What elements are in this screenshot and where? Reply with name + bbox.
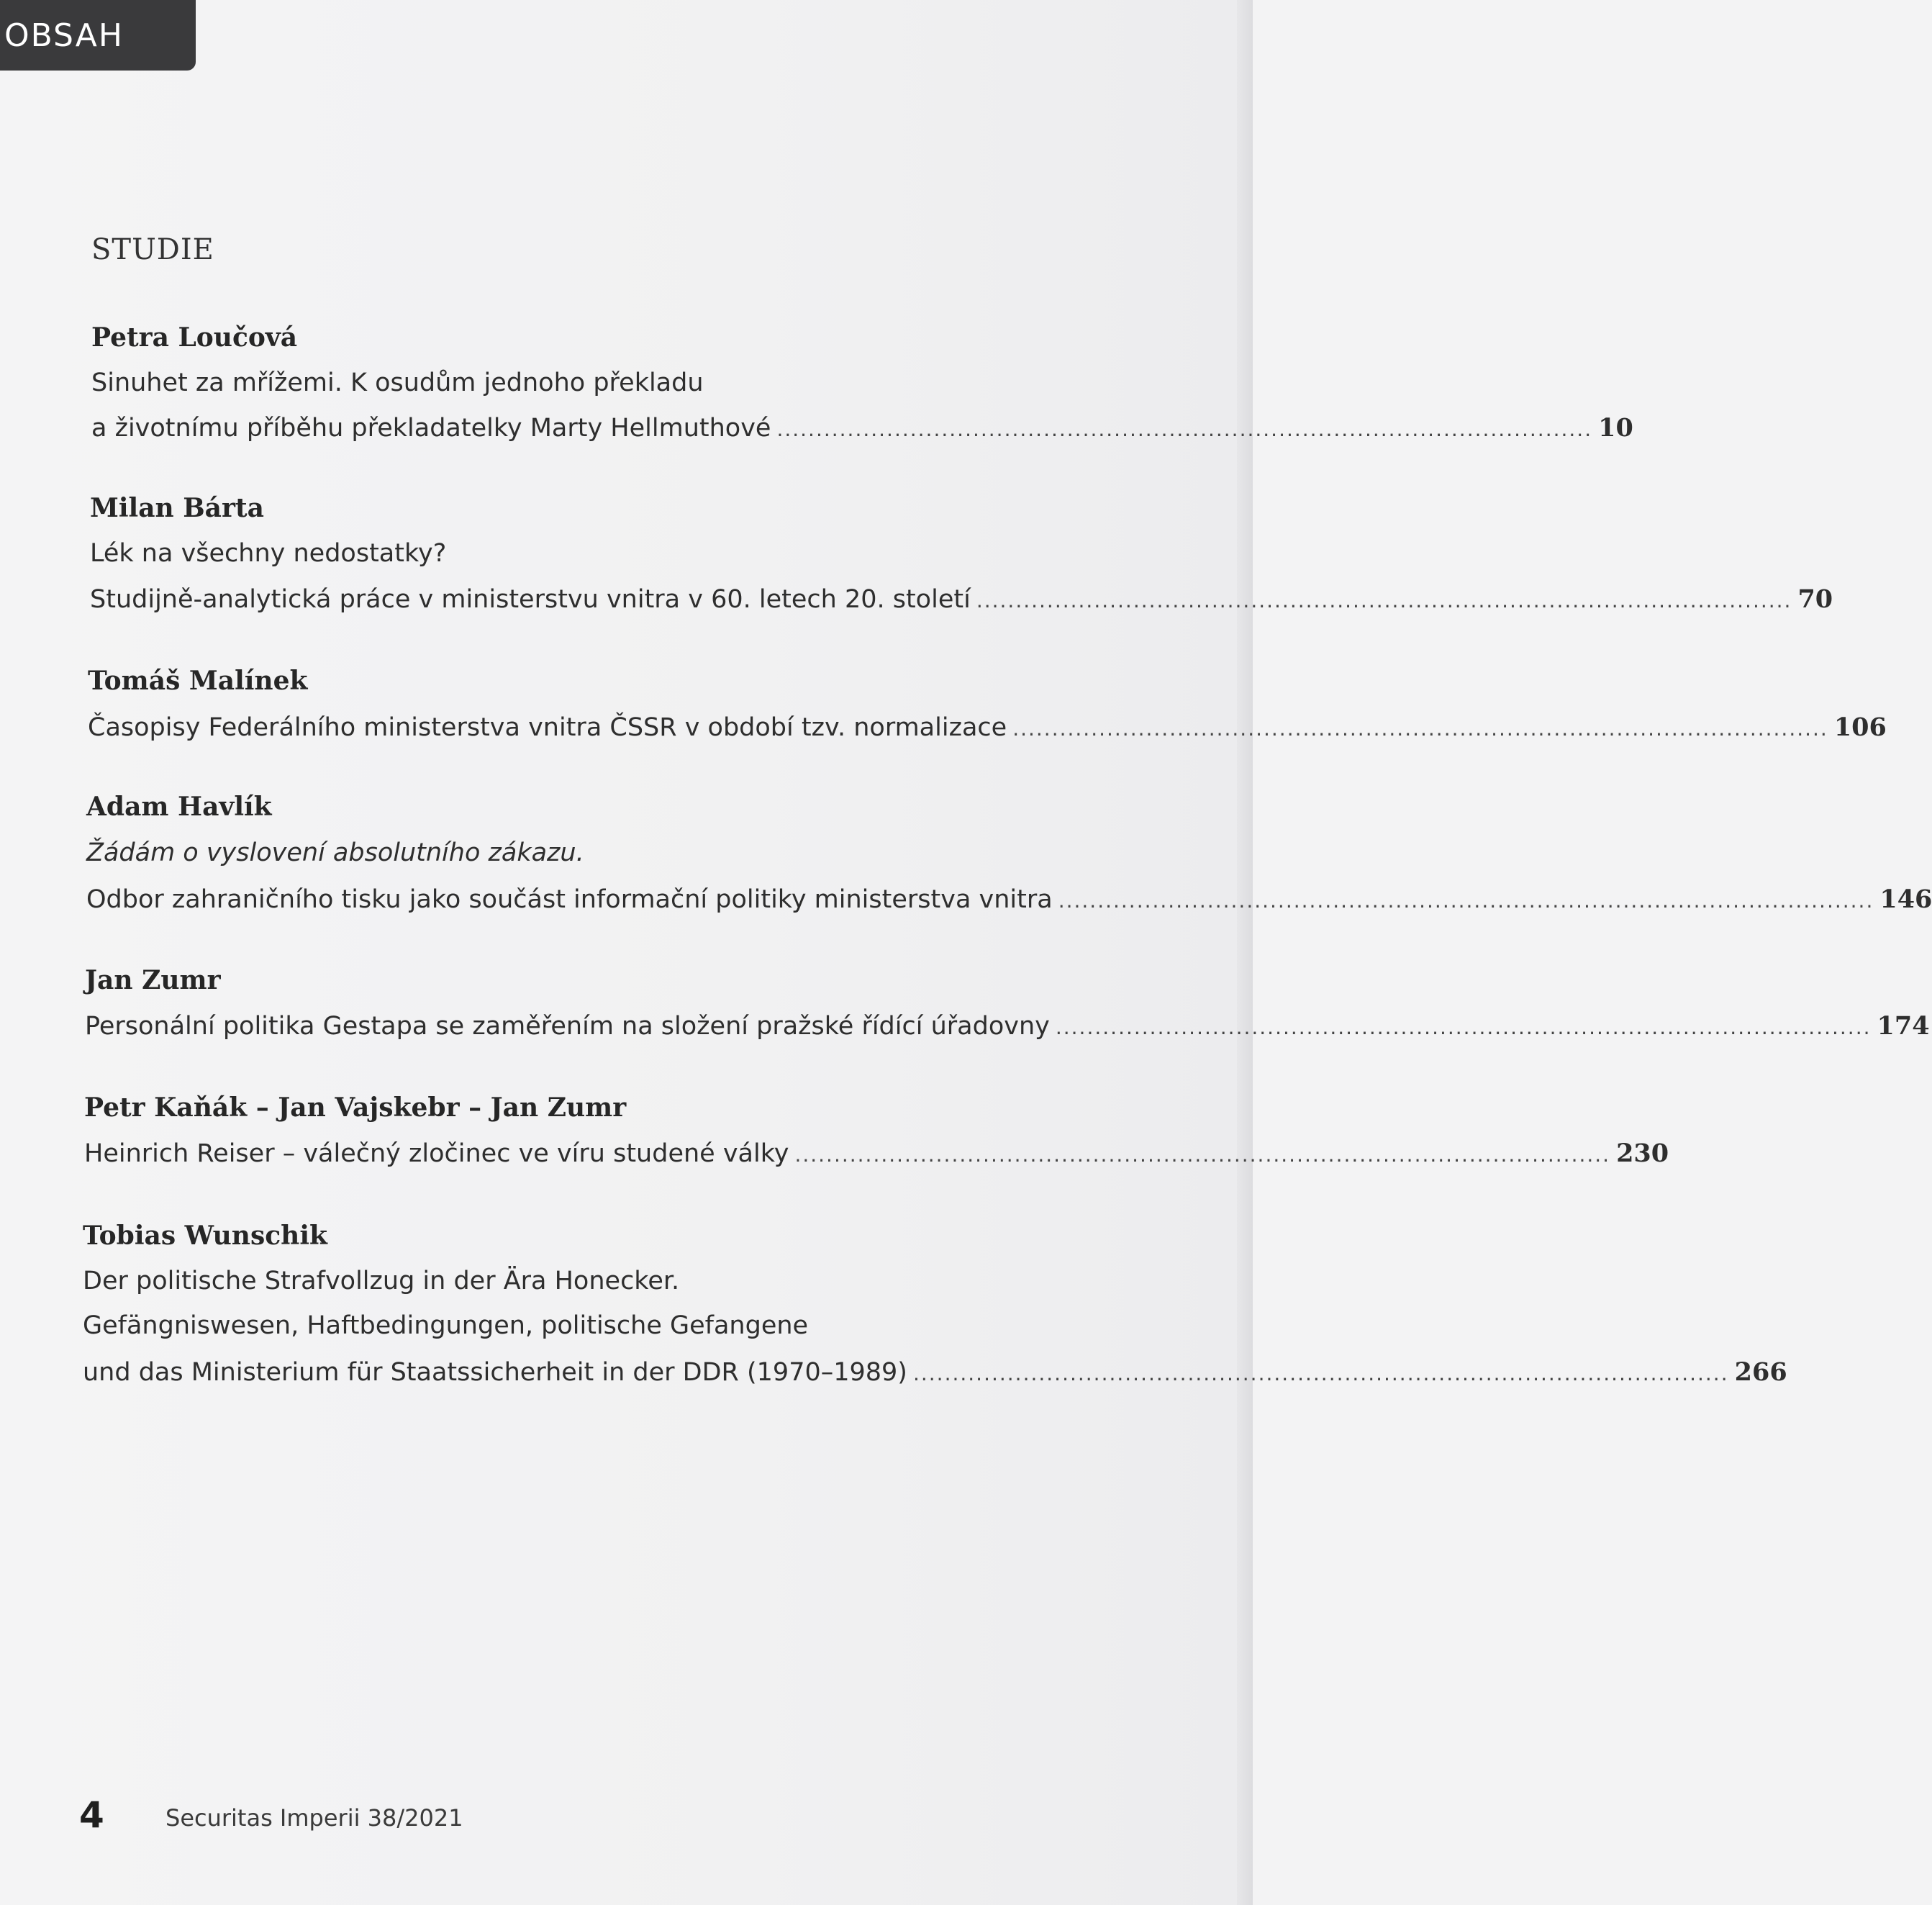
contents-tab-label: OBSAH (4, 17, 124, 54)
leader-dots: ........................................................................................................ (1055, 1015, 1872, 1039)
leader-dots: ........................................................................................................ (776, 417, 1593, 441)
toc-page-number: 106 (1833, 712, 1887, 742)
toc-page-number: 70 (1797, 584, 1833, 614)
toc-title-line: Sinuhet za mřížemi. K osudům jednoho překladu (91, 368, 704, 397)
toc-page-number: 174 (1877, 1011, 1930, 1041)
toc-title-line: und das Ministerium für Staatssicherheit in der DDR (1970–1989) (83, 1358, 907, 1387)
toc-title-line: a životnímu příběhu překladatelky Marty Hellmuthové (91, 414, 771, 443)
toc-author: Jan Zumr (85, 965, 221, 995)
leader-dots: ........................................................................................................ (794, 1143, 1611, 1167)
toc-author: Petra Loučová (91, 322, 298, 353)
page-edge (1237, 0, 1253, 1905)
running-footer-journal: Securitas Imperii 38/2021 (165, 1804, 463, 1832)
contents-tab (0, 0, 196, 71)
toc-author: Adam Havlík (86, 792, 272, 822)
toc-author: Petr Kaňák – Jan Vajskebr – Jan Zumr (84, 1092, 627, 1123)
toc-title-line: Žádám o vyslovení absolutního zákazu. (86, 838, 584, 867)
toc-title-line: Lék na všechny nedostatky? (90, 539, 447, 568)
toc-page-number: 230 (1616, 1139, 1669, 1168)
leader-dots: ........................................................................................................ (1012, 717, 1828, 741)
toc-entry-row[interactable] (86, 884, 1932, 914)
toc-title-line: Der politische Strafvollzug in der Ära Honecker. (83, 1267, 680, 1295)
toc-entry-row[interactable] (90, 584, 1833, 614)
toc-title-line: Odbor zahraničního tisku jako součást informační politiky ministerstva vnitra (86, 885, 1053, 914)
folio-page-number: 4 (79, 1794, 104, 1836)
toc-author: Tomáš Malínek (88, 666, 308, 696)
toc-title-line: Personální politika Gestapa se zaměřením na složení pražské řídící úřadovny (85, 1012, 1050, 1041)
leader-dots: ........................................................................................................ (1058, 889, 1874, 913)
toc-entry-row[interactable] (91, 413, 1633, 443)
toc-entry-row[interactable] (83, 1357, 1787, 1387)
toc-author: Tobias Wunschik (83, 1221, 327, 1251)
toc-author: Milan Bárta (90, 493, 264, 523)
section-title: STUDIE (91, 233, 214, 266)
toc-title-line: Studijně-analytická práce v ministerstvu vnitra v 60. letech 20. století (90, 585, 971, 614)
toc-page-number: 146 (1879, 884, 1932, 914)
leader-dots: ........................................................................................................ (976, 589, 1792, 612)
toc-title-line: Heinrich Reiser – válečný zločinec ve víru studené války (84, 1139, 789, 1168)
toc-title-line: Časopisy Federálního ministerstva vnitra ČSSR v období tzv. normalizace (88, 713, 1007, 742)
toc-entry-row[interactable] (84, 1139, 1669, 1168)
toc-title-line: Gefängniswesen, Haftbedingungen, politische Gefangene (83, 1311, 809, 1340)
toc-page-number: 10 (1598, 413, 1633, 443)
toc-entry-row[interactable] (85, 1011, 1930, 1041)
toc-page-number: 266 (1734, 1357, 1787, 1387)
leader-dots: ........................................................................................................ (912, 1362, 1729, 1385)
toc-entry-row[interactable] (88, 712, 1887, 742)
